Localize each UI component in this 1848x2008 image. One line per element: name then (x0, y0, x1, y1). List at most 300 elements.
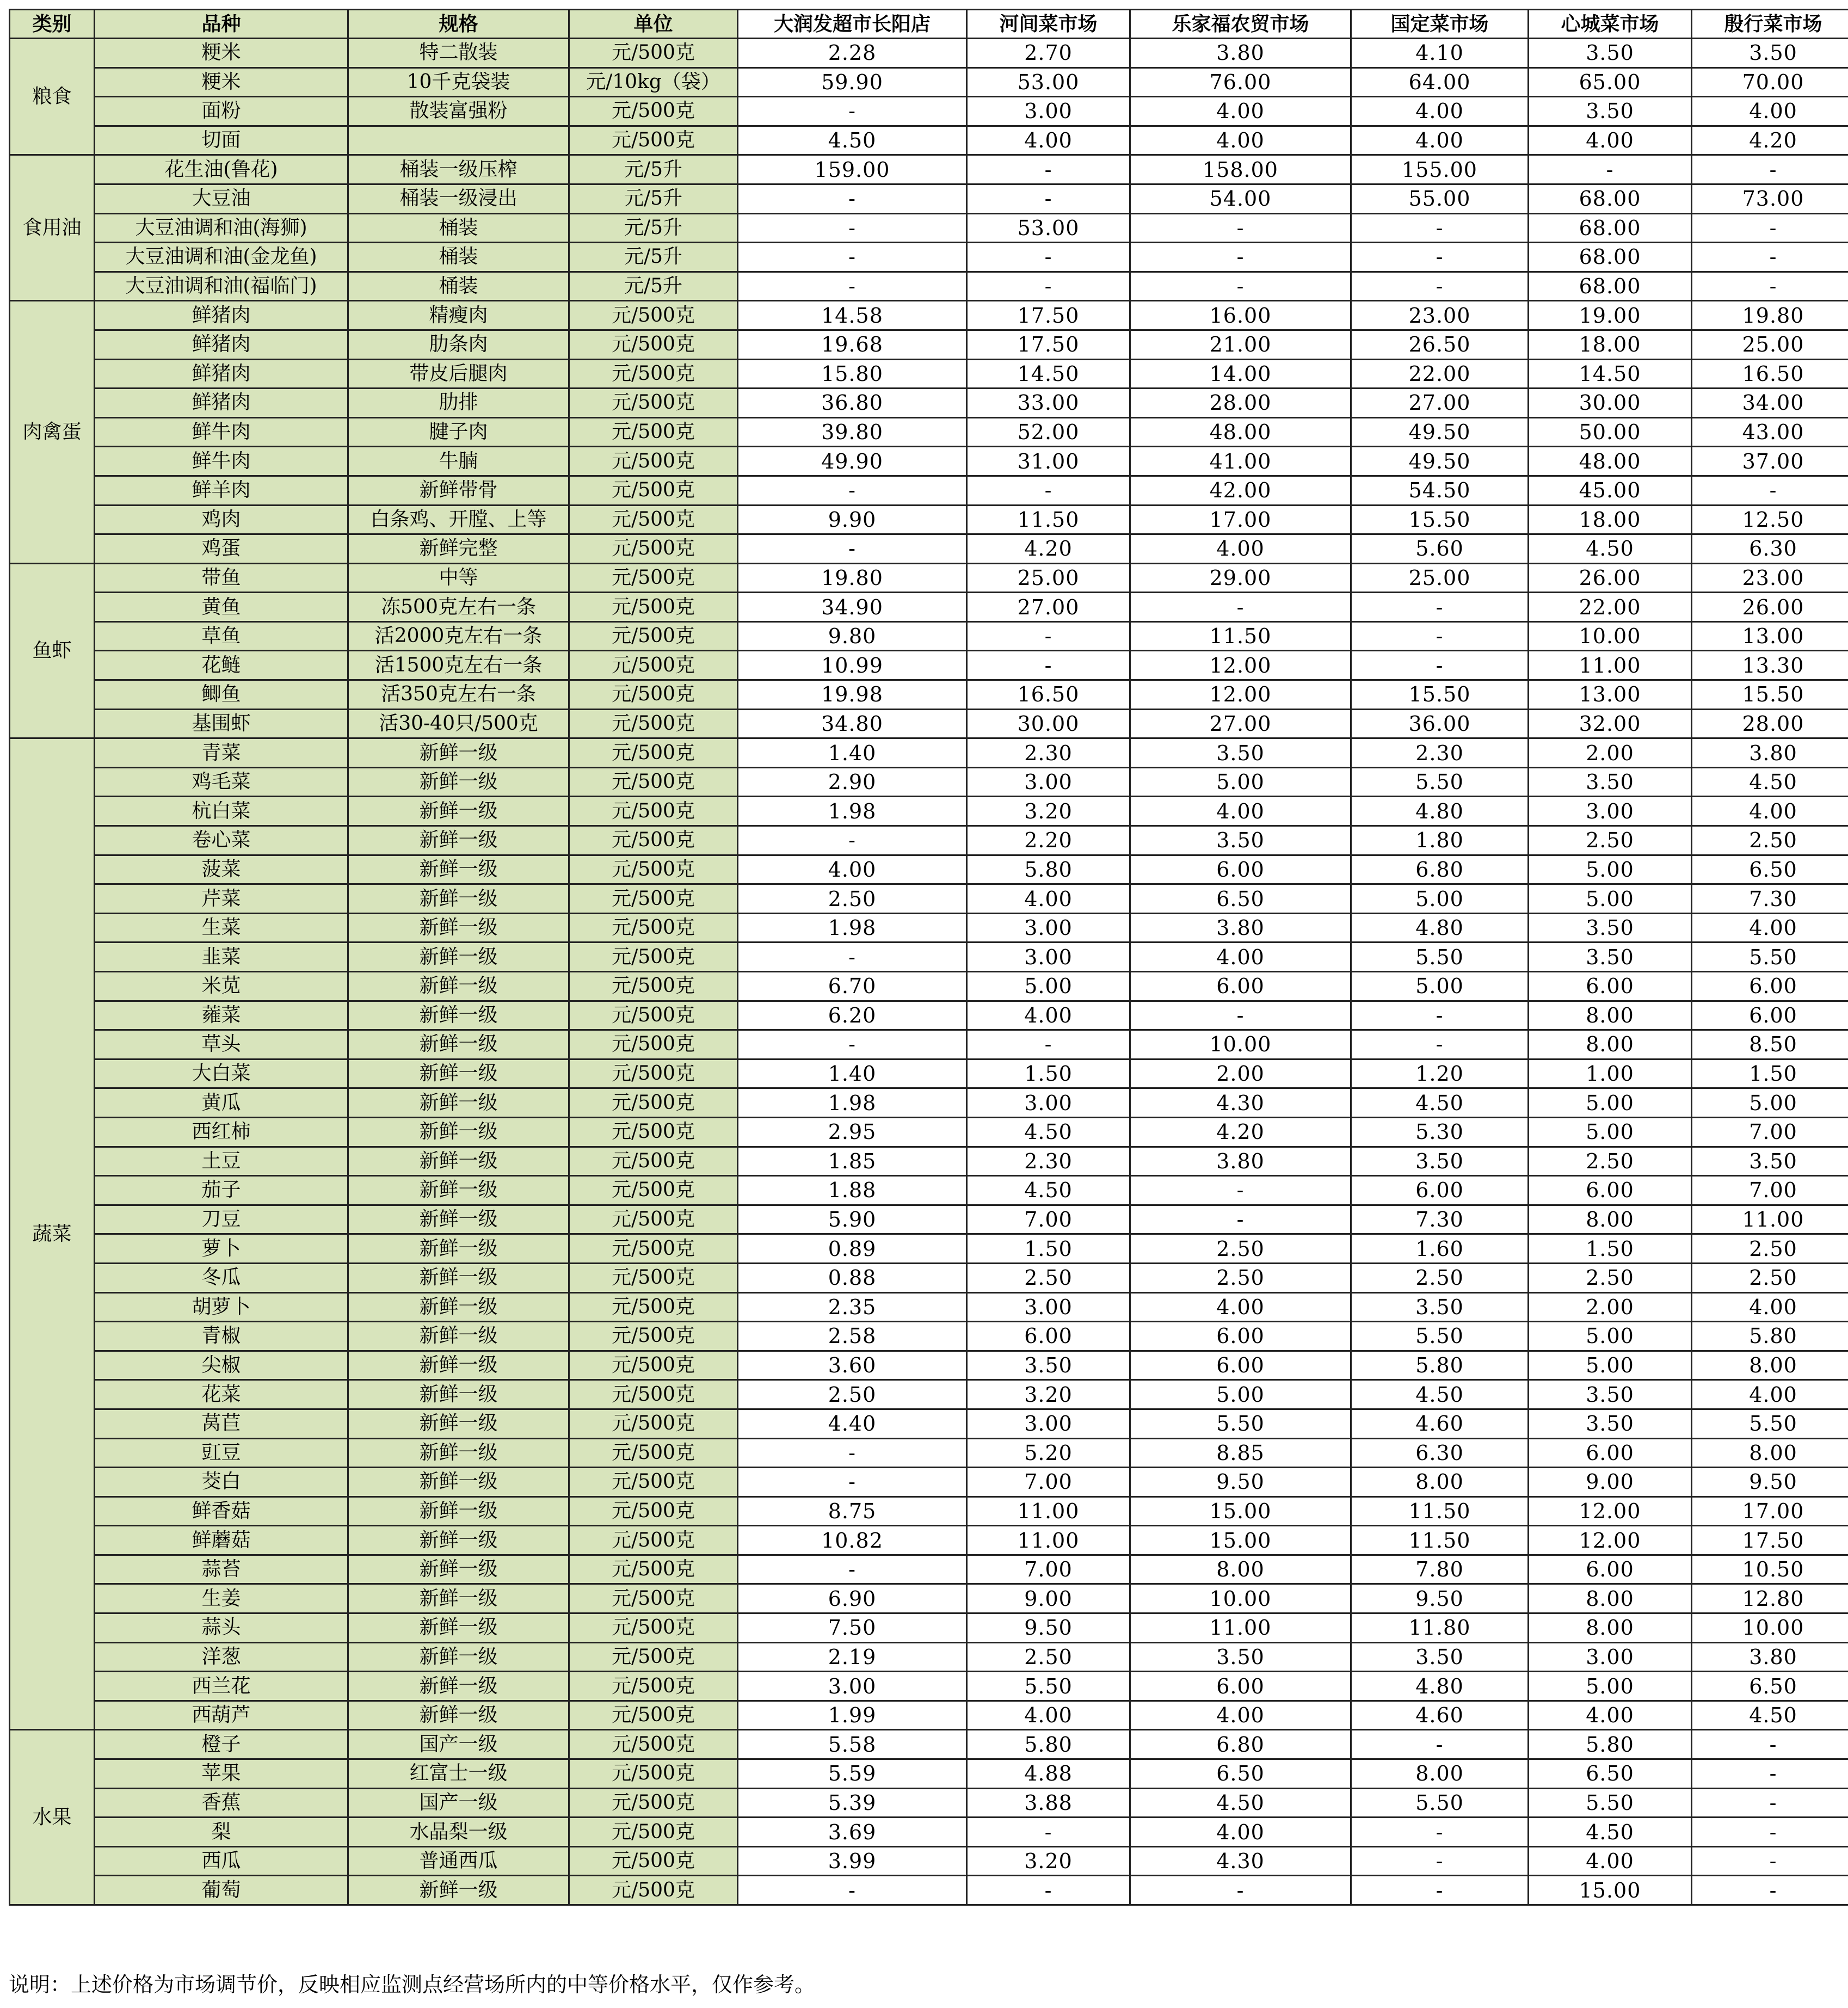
table-row (10, 1526, 1848, 1555)
price-cell: 7.50 (738, 1613, 967, 1643)
price-cell: 11.50 (1130, 621, 1351, 651)
spec-cell: 新鲜一级 (348, 972, 569, 1001)
price-cell: 14.58 (738, 301, 967, 330)
price-cell: 12.80 (1692, 1584, 1848, 1613)
unit-cell: 元/500克 (569, 913, 738, 943)
price-cell: 3.50 (1130, 738, 1351, 768)
price-cell: 5.80 (1351, 1351, 1529, 1380)
spec-cell: 新鲜一级 (348, 1701, 569, 1730)
unit-cell: 元/500克 (569, 1088, 738, 1118)
unit-cell: 元/500克 (569, 621, 738, 651)
price-cell: 15.50 (1692, 680, 1848, 710)
table-row (10, 1234, 1848, 1264)
price-cell: 3.80 (1130, 913, 1351, 943)
price-cell: 2.70 (967, 39, 1130, 68)
table-row (10, 1496, 1848, 1526)
unit-cell: 元/500克 (569, 1468, 738, 1497)
price-cell: 53.00 (967, 67, 1130, 97)
table-row (10, 1701, 1848, 1730)
price-cell: 2.50 (738, 884, 967, 914)
spec-cell: 新鲜一级 (348, 1117, 569, 1147)
price-cell: 6.80 (1130, 1730, 1351, 1759)
price-cell: 2.35 (738, 1292, 967, 1322)
price-cell: 6.50 (1692, 855, 1848, 884)
table-row (10, 1117, 1848, 1147)
spec-cell: 活30-40只/500克 (348, 709, 569, 738)
price-cell: - (1351, 621, 1529, 651)
price-cell: 5.50 (1529, 1788, 1692, 1818)
table-row (10, 97, 1848, 126)
table-row (10, 184, 1848, 213)
spec-cell: 新鲜一级 (348, 797, 569, 826)
price-cell: - (738, 1468, 967, 1497)
price-cell: 15.50 (1351, 680, 1529, 710)
price-cell: 18.00 (1529, 505, 1692, 534)
price-cell: 3.00 (967, 913, 1130, 943)
spec-cell: 普通西瓜 (348, 1846, 569, 1876)
price-cell: 3.20 (967, 1380, 1130, 1409)
price-cell: 68.00 (1529, 213, 1692, 243)
spec-cell: 腱子肉 (348, 417, 569, 447)
price-cell: 1.98 (738, 1088, 967, 1118)
price-cell: 7.00 (967, 1468, 1130, 1497)
table-row (10, 1001, 1848, 1030)
price-cell: 12.00 (1529, 1526, 1692, 1555)
price-cell: 19.80 (1692, 301, 1848, 330)
variety-cell: 鲜牛肉 (95, 447, 348, 476)
price-cell: 5.39 (738, 1788, 967, 1818)
unit-cell: 元/500克 (569, 1292, 738, 1322)
price-cell: - (1130, 272, 1351, 301)
price-cell: 4.00 (1130, 1818, 1351, 1847)
category-cell: 蔬菜 (10, 738, 95, 1730)
unit-cell: 元/500克 (569, 1205, 738, 1234)
unit-cell: 元/500克 (569, 1876, 738, 1905)
price-cell: 15.00 (1529, 1876, 1692, 1905)
price-cell: 3.50 (1692, 39, 1848, 68)
price-cell: 7.30 (1351, 1205, 1529, 1234)
price-cell: - (1130, 243, 1351, 272)
spec-cell: 新鲜一级 (348, 1088, 569, 1118)
variety-cell: 大豆油调和油(金龙鱼) (95, 243, 348, 272)
price-cell: 2.50 (967, 1642, 1130, 1672)
spec-cell: 中等 (348, 563, 569, 593)
price-cell: 28.00 (1130, 389, 1351, 418)
unit-cell: 元/500克 (569, 1584, 738, 1613)
price-cell: 8.50 (1692, 1030, 1848, 1060)
price-cell: 13.00 (1529, 680, 1692, 710)
spec-cell: 桶装 (348, 213, 569, 243)
price-cell: 17.00 (1692, 1496, 1848, 1526)
price-cell: 3.00 (967, 767, 1130, 797)
variety-cell: 鲫鱼 (95, 680, 348, 710)
unit-cell: 元/500克 (569, 709, 738, 738)
price-cell: - (967, 1876, 1130, 1905)
price-cell: - (967, 1030, 1130, 1060)
price-cell: 5.20 (967, 1438, 1130, 1468)
unit-cell: 元/500克 (569, 1526, 738, 1555)
price-cell: 70.00 (1692, 67, 1848, 97)
price-cell: 16.50 (1692, 359, 1848, 389)
price-cell: 28.00 (1692, 709, 1848, 738)
variety-cell: 米苋 (95, 972, 348, 1001)
unit-cell: 元/5升 (569, 272, 738, 301)
unit-cell: 元/500克 (569, 651, 738, 680)
unit-cell: 元/500克 (569, 826, 738, 855)
price-cell: 1.50 (1529, 1234, 1692, 1264)
price-cell: 42.00 (1130, 476, 1351, 505)
unit-cell: 元/500克 (569, 476, 738, 505)
price-cell: 1.85 (738, 1147, 967, 1176)
price-cell: 45.00 (1529, 476, 1692, 505)
spec-cell: 新鲜一级 (348, 1584, 569, 1613)
price-cell: - (1351, 243, 1529, 272)
variety-cell: 茄子 (95, 1176, 348, 1205)
spec-cell: 新鲜完整 (348, 534, 569, 564)
price-cell: 6.00 (1130, 1322, 1351, 1351)
price-cell: 48.00 (1529, 447, 1692, 476)
variety-cell: 鲜猪肉 (95, 359, 348, 389)
price-cell: 7.00 (1692, 1117, 1848, 1147)
price-cell: 36.00 (1351, 709, 1529, 738)
variety-cell: 豇豆 (95, 1438, 348, 1468)
unit-cell: 元/5升 (569, 213, 738, 243)
unit-cell: 元/500克 (569, 1701, 738, 1730)
spec-cell: 桶装 (348, 272, 569, 301)
price-cell: 3.50 (1351, 1642, 1529, 1672)
price-cell: 19.80 (738, 563, 967, 593)
price-cell: - (1351, 1001, 1529, 1030)
variety-cell: 带鱼 (95, 563, 348, 593)
price-cell: 5.00 (1529, 1117, 1692, 1147)
variety-cell: 基围虾 (95, 709, 348, 738)
spec-cell: 带皮后腿肉 (348, 359, 569, 389)
variety-cell: 青椒 (95, 1322, 348, 1351)
price-cell: 49.50 (1351, 447, 1529, 476)
price-cell: 4.50 (1351, 1380, 1529, 1409)
unit-cell: 元/500克 (569, 1438, 738, 1468)
unit-cell: 元/5升 (569, 184, 738, 213)
price-cell: 1.80 (1351, 826, 1529, 855)
price-cell: 5.58 (738, 1730, 967, 1759)
price-cell: - (1529, 155, 1692, 184)
price-cell: 4.80 (1351, 797, 1529, 826)
price-cell: 6.00 (1529, 1438, 1692, 1468)
price-cell: 5.50 (1130, 1409, 1351, 1438)
price-cell: 4.00 (1130, 534, 1351, 564)
price-cell: 1.88 (738, 1176, 967, 1205)
price-cell: 9.00 (967, 1584, 1130, 1613)
table-row (10, 330, 1848, 359)
price-cell: 2.28 (738, 39, 967, 68)
table-row (10, 1846, 1848, 1876)
price-cell: - (1130, 593, 1351, 622)
price-cell: 6.00 (1692, 972, 1848, 1001)
variety-cell: 蕹菜 (95, 1001, 348, 1030)
variety-cell: 蒜头 (95, 1613, 348, 1643)
price-cell: 6.00 (1529, 1176, 1692, 1205)
price-cell: 59.90 (738, 67, 967, 97)
price-cell: 6.00 (1130, 855, 1351, 884)
price-cell: 4.00 (967, 884, 1130, 914)
price-cell: 3.50 (1130, 826, 1351, 855)
price-cell: 6.00 (1351, 1176, 1529, 1205)
variety-cell: 蒜苔 (95, 1555, 348, 1584)
table-row (10, 1672, 1848, 1701)
price-cell: 4.00 (1351, 97, 1529, 126)
price-cell: - (1351, 1730, 1529, 1759)
price-cell: - (1351, 1818, 1529, 1847)
variety-cell: 西兰花 (95, 1672, 348, 1701)
price-cell: 3.50 (1351, 1147, 1529, 1176)
variety-cell: 花生油(鲁花) (95, 155, 348, 184)
unit-cell: 元/500克 (569, 301, 738, 330)
variety-cell: 冬瓜 (95, 1263, 348, 1292)
spec-cell: 新鲜一级 (348, 1438, 569, 1468)
table-row (10, 1468, 1848, 1497)
variety-cell: 鲜羊肉 (95, 476, 348, 505)
price-cell: 11.50 (967, 505, 1130, 534)
price-cell: 11.00 (967, 1526, 1130, 1555)
price-cell: 11.00 (1529, 651, 1692, 680)
table-row (10, 913, 1848, 943)
variety-cell: 莴苣 (95, 1409, 348, 1438)
price-cell: 26.50 (1351, 330, 1529, 359)
price-cell: - (1692, 213, 1848, 243)
table-row (10, 1322, 1848, 1351)
table-row (10, 855, 1848, 884)
price-cell: 4.00 (1692, 913, 1848, 943)
price-cell: 1.98 (738, 913, 967, 943)
price-cell: 6.00 (1529, 1555, 1692, 1584)
price-cell: 8.00 (1351, 1468, 1529, 1497)
price-cell: 1.50 (967, 1059, 1130, 1088)
variety-cell: 大豆油 (95, 184, 348, 213)
spec-cell: 肋排 (348, 389, 569, 418)
price-cell: 34.00 (1692, 389, 1848, 418)
header-unit: 单位 (569, 10, 738, 39)
price-cell: 48.00 (1130, 417, 1351, 447)
price-cell: 4.20 (967, 534, 1130, 564)
price-cell: 1.00 (1529, 1059, 1692, 1088)
price-cell: 14.00 (1130, 359, 1351, 389)
spec-cell: 新鲜一级 (348, 1263, 569, 1292)
price-cell: 8.00 (1529, 1001, 1692, 1030)
price-cell: 10.00 (1529, 621, 1692, 651)
price-cell: 4.50 (967, 1117, 1130, 1147)
unit-cell: 元/5升 (569, 155, 738, 184)
price-cell: 6.20 (738, 1001, 967, 1030)
price-cell: 18.00 (1529, 330, 1692, 359)
variety-cell: 粳米 (95, 67, 348, 97)
header-row (10, 10, 1848, 39)
unit-cell: 元/500克 (569, 359, 738, 389)
header-market: 乐家福农贸市场 (1130, 10, 1351, 39)
price-cell: 6.50 (1529, 1759, 1692, 1789)
table-row (10, 447, 1848, 476)
spec-cell: 新鲜一级 (348, 1001, 569, 1030)
price-cell: 5.80 (967, 855, 1130, 884)
spec-cell (348, 126, 569, 155)
price-cell: - (1351, 1030, 1529, 1060)
unit-cell: 元/500克 (569, 447, 738, 476)
price-cell: - (1692, 1846, 1848, 1876)
spec-cell: 新鲜一级 (348, 826, 569, 855)
unit-cell: 元/500克 (569, 855, 738, 884)
variety-cell: 芹菜 (95, 884, 348, 914)
variety-cell: 梨 (95, 1818, 348, 1847)
price-cell: - (1351, 1876, 1529, 1905)
price-cell: 5.00 (1130, 767, 1351, 797)
price-cell: 4.00 (1130, 1292, 1351, 1322)
price-cell: 13.30 (1692, 651, 1848, 680)
spec-cell: 新鲜一级 (348, 884, 569, 914)
price-cell: 49.90 (738, 447, 967, 476)
spec-cell: 新鲜一级 (348, 1030, 569, 1060)
price-cell: 3.50 (1692, 1147, 1848, 1176)
price-cell: 2.50 (1529, 1263, 1692, 1292)
spec-cell: 新鲜一级 (348, 1351, 569, 1380)
price-cell: 2.50 (1529, 1147, 1692, 1176)
variety-cell: 花鲢 (95, 651, 348, 680)
price-cell: - (1692, 243, 1848, 272)
price-cell: 7.00 (967, 1205, 1130, 1234)
price-cell: 34.80 (738, 709, 967, 738)
price-cell: 12.00 (1130, 651, 1351, 680)
price-cell: 8.75 (738, 1496, 967, 1526)
price-cell: 65.00 (1529, 67, 1692, 97)
price-cell: 155.00 (1351, 155, 1529, 184)
price-cell: - (738, 1030, 967, 1060)
price-cell: 4.00 (1529, 1846, 1692, 1876)
variety-cell: 鸡毛菜 (95, 767, 348, 797)
price-cell: 25.00 (1692, 330, 1848, 359)
price-cell: 17.50 (967, 330, 1130, 359)
price-cell: 6.80 (1351, 855, 1529, 884)
price-cell: 30.00 (1529, 389, 1692, 418)
price-cell: 2.30 (967, 1147, 1130, 1176)
price-cell: 3.20 (967, 797, 1130, 826)
table-row (10, 1147, 1848, 1176)
variety-cell: 刀豆 (95, 1205, 348, 1234)
price-cell: - (967, 272, 1130, 301)
price-cell: 5.00 (1529, 1088, 1692, 1118)
table-row (10, 389, 1848, 418)
price-cell: 6.00 (1529, 972, 1692, 1001)
price-cell: - (1351, 213, 1529, 243)
price-cell: 4.00 (1529, 126, 1692, 155)
price-cell: 2.58 (738, 1322, 967, 1351)
price-cell: - (738, 534, 967, 564)
spec-cell: 新鲜一级 (348, 1322, 569, 1351)
table-row (10, 126, 1848, 155)
price-cell: 11.00 (967, 1496, 1130, 1526)
unit-cell: 元/500克 (569, 97, 738, 126)
price-cell: 4.40 (738, 1409, 967, 1438)
price-cell: 4.00 (967, 1001, 1130, 1030)
price-cell: 4.00 (1692, 797, 1848, 826)
variety-cell: 鸡蛋 (95, 534, 348, 564)
price-cell: - (1130, 213, 1351, 243)
price-cell: 1.99 (738, 1701, 967, 1730)
price-cell: 1.20 (1351, 1059, 1529, 1088)
spec-cell: 新鲜一级 (348, 1176, 569, 1205)
unit-cell: 元/500克 (569, 1846, 738, 1876)
price-cell: 6.30 (1351, 1438, 1529, 1468)
variety-cell: 胡萝卜 (95, 1292, 348, 1322)
unit-cell: 元/500克 (569, 563, 738, 593)
price-cell: 19.68 (738, 330, 967, 359)
variety-cell: 鲜猪肉 (95, 389, 348, 418)
price-cell: 17.50 (967, 301, 1130, 330)
unit-cell: 元/500克 (569, 1176, 738, 1205)
variety-cell: 橙子 (95, 1730, 348, 1759)
variety-cell: 土豆 (95, 1147, 348, 1176)
price-cell: - (1351, 272, 1529, 301)
price-cell: - (967, 243, 1130, 272)
price-cell: 68.00 (1529, 184, 1692, 213)
table-row (10, 709, 1848, 738)
price-cell: 5.50 (1692, 943, 1848, 972)
price-cell: 29.00 (1130, 563, 1351, 593)
price-cell: 5.50 (1351, 1322, 1529, 1351)
table-row (10, 1409, 1848, 1438)
price-cell: 4.00 (1130, 797, 1351, 826)
price-cell: 3.50 (1529, 97, 1692, 126)
price-cell: 3.80 (1130, 1147, 1351, 1176)
price-cell: 7.30 (1692, 884, 1848, 914)
spec-cell: 散装富强粉 (348, 97, 569, 126)
price-cell: - (738, 243, 967, 272)
unit-cell: 元/500克 (569, 1555, 738, 1584)
price-cell: 5.00 (1529, 1672, 1692, 1701)
price-cell: 54.50 (1351, 476, 1529, 505)
price-cell: - (738, 1555, 967, 1584)
price-cell: 52.00 (967, 417, 1130, 447)
price-cell: - (738, 943, 967, 972)
price-cell: 3.00 (1529, 1642, 1692, 1672)
spec-cell: 桶装 (348, 243, 569, 272)
variety-cell: 切面 (95, 126, 348, 155)
spec-cell: 红富士一级 (348, 1759, 569, 1789)
price-cell: 27.00 (1130, 709, 1351, 738)
price-cell: 9.50 (1130, 1468, 1351, 1497)
spec-cell: 肋条肉 (348, 330, 569, 359)
table-row (10, 1292, 1848, 1322)
variety-cell: 洋葱 (95, 1642, 348, 1672)
category-cell: 肉禽蛋 (10, 301, 95, 563)
price-cell: - (738, 184, 967, 213)
price-cell: - (967, 184, 1130, 213)
unit-cell: 元/500克 (569, 1818, 738, 1847)
price-cell: 8.00 (1529, 1030, 1692, 1060)
table-row (10, 155, 1848, 184)
footnote: 说明：上述价格为市场调节价，反映相应监测点经营场所内的中等价格水平，仅作参考。 (9, 1973, 816, 1997)
price-cell: 49.50 (1351, 417, 1529, 447)
unit-cell: 元/500克 (569, 1059, 738, 1088)
variety-cell: 西瓜 (95, 1846, 348, 1876)
spec-cell: 新鲜一级 (348, 1234, 569, 1264)
table-body (10, 39, 1848, 1905)
variety-cell: 西葫芦 (95, 1701, 348, 1730)
table-row (10, 884, 1848, 914)
price-cell: 5.00 (967, 972, 1130, 1001)
price-cell: 3.00 (1529, 797, 1692, 826)
price-cell: 10.00 (1130, 1584, 1351, 1613)
price-cell: 3.50 (1529, 943, 1692, 972)
price-cell: 15.00 (1130, 1526, 1351, 1555)
price-cell: 39.80 (738, 417, 967, 447)
